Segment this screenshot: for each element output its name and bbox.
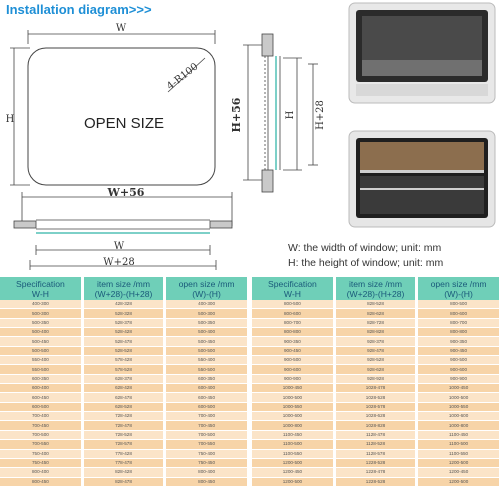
cell-open-size: 750-400 <box>165 449 247 458</box>
height-note: H: the height of window; unit: mm <box>288 257 444 269</box>
cell-item-size: 628-428 <box>82 384 164 393</box>
table-row <box>0 393 247 402</box>
cell-item-size: 528-478 <box>82 337 164 346</box>
cell-spec: 800-500 <box>252 300 334 309</box>
table-row <box>252 318 499 327</box>
cell-spec: 1000-600 <box>252 412 334 421</box>
cell-open-size: 700-400 <box>165 412 247 421</box>
cell-item-size: 928-378 <box>334 337 416 346</box>
cell-open-size: 600-500 <box>165 402 247 411</box>
cell-item-size: 628-478 <box>82 393 164 402</box>
cell-open-size: 1200-500 <box>417 458 499 467</box>
table-row <box>0 346 247 355</box>
table-row <box>252 402 499 411</box>
cell-open-size: 1100-450 <box>417 430 499 439</box>
table-row <box>0 421 247 430</box>
cell-spec: 500-500 <box>0 346 82 355</box>
cell-item-size: 828-478 <box>82 477 164 486</box>
height-plus-28-label: H+28 <box>315 100 326 130</box>
cell-spec: 1100-550 <box>252 449 334 458</box>
cell-spec: 900-350 <box>252 337 334 346</box>
cell-item-size: 1028-628 <box>334 412 416 421</box>
cell-open-size: 750-450 <box>165 458 247 467</box>
table-row <box>252 458 499 467</box>
table-row <box>252 374 499 383</box>
height-label-left: H <box>5 114 15 125</box>
cell-item-size: 778-478 <box>82 458 164 467</box>
table-row <box>0 356 247 365</box>
cell-item-size: 828-828 <box>334 328 416 337</box>
cell-item-size: 928-628 <box>334 365 416 374</box>
cell-open-size: 1100-550 <box>417 449 499 458</box>
width-plus-28-label: W+28 <box>103 257 135 268</box>
cell-item-size: 1228-528 <box>334 458 416 467</box>
cell-item-size: 1028-578 <box>334 402 416 411</box>
table-row <box>0 318 247 327</box>
cell-item-size: 828-528 <box>334 300 416 309</box>
cell-item-size: 1128-528 <box>334 440 416 449</box>
open-size-view <box>10 30 215 185</box>
table-row <box>0 477 247 486</box>
cell-spec: 1100-450 <box>252 430 334 439</box>
cell-item-size: 728-428 <box>82 412 164 421</box>
cell-open-size: 1200-450 <box>417 468 499 477</box>
width-label-top: W <box>115 23 127 34</box>
cell-item-size: 1228-478 <box>334 468 416 477</box>
table-row <box>0 374 247 383</box>
table-row <box>252 328 499 337</box>
installation-diagram <box>0 16 345 271</box>
cell-item-size: 1128-478 <box>334 430 416 439</box>
cell-item-size: 728-528 <box>82 430 164 439</box>
cell-open-size: 800-800 <box>417 328 499 337</box>
cell-open-size: 500-500 <box>165 346 247 355</box>
width-plus-56-label: W+56 <box>107 186 145 199</box>
cell-spec: 550-500 <box>0 365 82 374</box>
cell-open-size: 900-350 <box>417 337 499 346</box>
vertical-section <box>243 34 318 192</box>
cell-open-size: 800-400 <box>165 468 247 477</box>
cell-spec: 800-400 <box>0 468 82 477</box>
cell-spec: 1200-500 <box>252 477 334 486</box>
cell-open-size: 900-450 <box>417 346 499 355</box>
header-item-size: item size /mm (W+28)-(H+28) <box>334 277 416 300</box>
table-row <box>0 309 247 318</box>
cell-spec: 750-450 <box>0 458 82 467</box>
table-row <box>0 384 247 393</box>
width-label-bottom: W <box>113 241 125 252</box>
cell-open-size: 700-550 <box>165 440 247 449</box>
cell-spec: 900-450 <box>252 346 334 355</box>
table-row <box>0 365 247 374</box>
table-row <box>0 328 247 337</box>
cell-spec: 800-700 <box>252 318 334 327</box>
cell-open-size: 900-900 <box>417 374 499 383</box>
cell-spec: 1100-500 <box>252 440 334 449</box>
cell-item-size: 1028-828 <box>334 421 416 430</box>
cell-spec: 900-900 <box>252 374 334 383</box>
cell-open-size: 600-400 <box>165 384 247 393</box>
cell-open-size: 700-500 <box>165 430 247 439</box>
size-table-right <box>252 277 499 487</box>
cell-open-size: 1000-800 <box>417 421 499 430</box>
cell-item-size: 778-428 <box>82 449 164 458</box>
cell-open-size: 500-450 <box>165 337 247 346</box>
cell-spec: 1000-450 <box>252 384 334 393</box>
table-row <box>252 430 499 439</box>
cell-open-size: 600-350 <box>165 374 247 383</box>
cell-item-size: 728-578 <box>82 440 164 449</box>
cell-item-size: 1028-478 <box>334 384 416 393</box>
header-spec: Specification W-H <box>252 277 334 300</box>
cell-spec: 800-450 <box>0 477 82 486</box>
table-row <box>0 402 247 411</box>
cell-spec: 700-400 <box>0 412 82 421</box>
cell-item-size: 828-428 <box>82 468 164 477</box>
cell-open-size: 1200-500 <box>417 477 499 486</box>
header-open-size: open size /mm (W)-(H) <box>417 277 499 300</box>
cell-item-size: 1228-528 <box>334 477 416 486</box>
cell-open-size: 1000-450 <box>417 384 499 393</box>
cell-spec: 800-600 <box>252 309 334 318</box>
cell-item-size: 528-428 <box>82 328 164 337</box>
cell-spec: 1000-800 <box>252 421 334 430</box>
cell-spec: 700-550 <box>0 440 82 449</box>
cell-spec: 600-400 <box>0 384 82 393</box>
cell-item-size: 1128-578 <box>334 449 416 458</box>
cell-open-size: 1100-500 <box>417 440 499 449</box>
window-photo-blind <box>348 130 496 228</box>
cell-spec: 1000-500 <box>252 393 334 402</box>
table-row <box>0 449 247 458</box>
cell-item-size: 528-528 <box>82 346 164 355</box>
cell-item-size: 578-428 <box>82 356 164 365</box>
cell-spec: 500-350 <box>0 318 82 327</box>
cell-spec: 600-350 <box>0 374 82 383</box>
table-row <box>252 477 499 486</box>
header-spec: Specification W-H <box>0 277 82 300</box>
header-open-size: open size /mm (W)-(H) <box>165 277 247 300</box>
cell-item-size: 928-928 <box>334 374 416 383</box>
cell-item-size: 928-528 <box>334 356 416 365</box>
cell-spec: 500-300 <box>0 309 82 318</box>
table-row <box>252 309 499 318</box>
table-row <box>252 384 499 393</box>
cell-item-size: 628-378 <box>82 374 164 383</box>
page-title: Installation diagram>>> <box>6 2 152 17</box>
table-row <box>252 449 499 458</box>
cell-spec: 1200-500 <box>252 458 334 467</box>
window-photo-open <box>348 2 496 104</box>
table-row <box>0 440 247 449</box>
cell-item-size: 628-528 <box>82 402 164 411</box>
table-row <box>252 468 499 477</box>
cell-open-size: 800-450 <box>165 477 247 486</box>
table-row <box>252 356 499 365</box>
cell-spec: 900-500 <box>252 356 334 365</box>
table-body-left <box>0 300 247 486</box>
cell-spec: 550-400 <box>0 356 82 365</box>
cell-spec: 500-400 <box>0 328 82 337</box>
cell-spec: 700-450 <box>0 421 82 430</box>
cell-item-size: 528-328 <box>82 309 164 318</box>
cell-open-size: 700-450 <box>165 421 247 430</box>
header-item-size: item size /mm (W+28)-(H+28) <box>82 277 164 300</box>
table-row <box>0 337 247 346</box>
radius-label: 4-R100 <box>165 61 201 93</box>
table-row <box>252 365 499 374</box>
cell-spec: 800-800 <box>252 328 334 337</box>
width-note: W: the width of window; unit: mm <box>288 242 442 254</box>
table-row <box>252 393 499 402</box>
cell-spec: 400-300 <box>0 300 82 309</box>
table-row <box>252 421 499 430</box>
cell-open-size: 800-700 <box>417 318 499 327</box>
cell-spec: 900-600 <box>252 365 334 374</box>
cell-open-size: 1000-600 <box>417 412 499 421</box>
table-body-right <box>252 300 499 486</box>
table-row <box>252 337 499 346</box>
table-row <box>0 458 247 467</box>
cell-spec: 600-450 <box>0 393 82 402</box>
table-row <box>252 440 499 449</box>
cell-open-size: 500-350 <box>165 318 247 327</box>
cell-spec: 600-500 <box>0 402 82 411</box>
cell-open-size: 500-300 <box>165 309 247 318</box>
height-plus-56-label: H+56 <box>230 97 243 133</box>
cell-spec: 750-400 <box>0 449 82 458</box>
table-header-row <box>0 277 247 300</box>
height-label-vertical: H <box>285 110 296 120</box>
cell-open-size: 550-500 <box>165 365 247 374</box>
cell-open-size: 900-500 <box>417 356 499 365</box>
cell-open-size: 500-400 <box>165 328 247 337</box>
table-header-row <box>252 277 499 300</box>
cell-item-size: 928-478 <box>334 346 416 355</box>
cell-item-size: 578-528 <box>82 365 164 374</box>
cell-spec: 500-450 <box>0 337 82 346</box>
cell-open-size: 600-450 <box>165 393 247 402</box>
table-row <box>252 300 499 309</box>
table-row <box>0 430 247 439</box>
cell-item-size: 428-328 <box>82 300 164 309</box>
table-row <box>252 412 499 421</box>
open-size-label: OPEN SIZE <box>83 115 165 132</box>
cell-item-size: 828-628 <box>334 309 416 318</box>
cell-item-size: 1028-528 <box>334 393 416 402</box>
table-row <box>252 346 499 355</box>
table-row <box>0 412 247 421</box>
table-row <box>0 300 247 309</box>
cell-open-size: 900-600 <box>417 365 499 374</box>
cell-open-size: 1000-550 <box>417 402 499 411</box>
cell-item-size: 828-728 <box>334 318 416 327</box>
cell-open-size: 400-300 <box>165 300 247 309</box>
cell-item-size: 528-378 <box>82 318 164 327</box>
size-table-left <box>0 277 247 487</box>
cell-spec: 1200-450 <box>252 468 334 477</box>
cell-open-size: 1000-500 <box>417 393 499 402</box>
cell-open-size: 800-600 <box>417 309 499 318</box>
cell-spec: 1000-550 <box>252 402 334 411</box>
cell-item-size: 728-478 <box>82 421 164 430</box>
cell-open-size: 800-500 <box>417 300 499 309</box>
cell-spec: 700-500 <box>0 430 82 439</box>
cell-open-size: 550-400 <box>165 356 247 365</box>
table-row <box>0 468 247 477</box>
